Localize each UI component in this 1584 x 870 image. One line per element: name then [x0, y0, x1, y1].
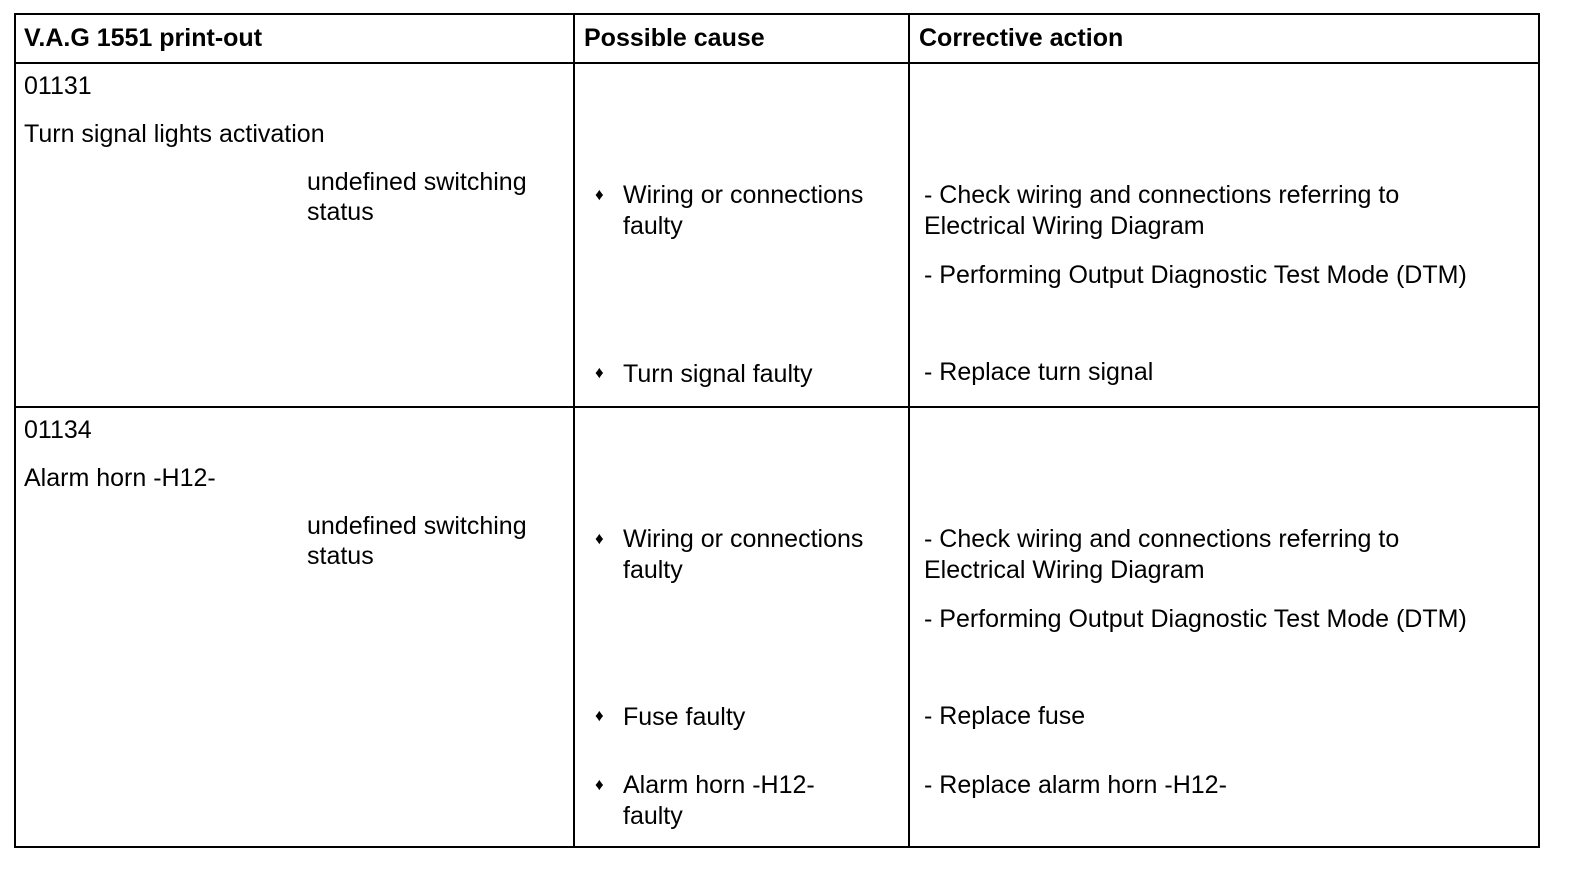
corrective-action: - Replace fuse: [924, 702, 1086, 730]
bullet-icon: ♦: [595, 775, 604, 794]
bullet-icon: ♦: [595, 529, 604, 548]
corrective-action: - Performing Output Diagnostic Test Mode (DTM): [924, 605, 1467, 633]
row-divider: [16, 406, 1538, 408]
header-printout: V.A.G 1551 print-out: [24, 24, 263, 52]
bullet-icon: ♦: [595, 363, 604, 382]
possible-cause: Wiring or connections faulty: [623, 525, 864, 584]
corrective-action: - Check wiring and connections referring to Electrical Wiring Diagram: [924, 181, 1400, 240]
possible-cause: Turn signal faulty: [623, 360, 813, 388]
corrective-action: - Performing Output Diagnostic Test Mode (DTM): [924, 261, 1467, 289]
corrective-action: - Replace alarm horn -H12-: [924, 771, 1227, 799]
fault-status: undefined switching status: [307, 512, 527, 570]
column-divider: [573, 15, 575, 846]
column-divider: [908, 15, 910, 846]
possible-cause: Fuse faulty: [623, 703, 746, 731]
header-corrective-action: Corrective action: [919, 24, 1124, 52]
fault-component: Alarm horn -H12-: [24, 464, 216, 492]
bullet-icon: ♦: [595, 185, 604, 204]
possible-cause: Alarm horn -H12- faulty: [623, 771, 815, 830]
fault-status: undefined switching status: [307, 168, 527, 226]
fault-code: 01134: [24, 416, 92, 444]
header-divider: [16, 62, 1538, 64]
possible-cause: Wiring or connections faulty: [623, 181, 864, 240]
fault-code: 01131: [24, 72, 92, 100]
bullet-icon: ♦: [595, 706, 604, 725]
corrective-action: - Replace turn signal: [924, 358, 1154, 386]
corrective-action: - Check wiring and connections referring to Electrical Wiring Diagram: [924, 525, 1400, 584]
header-possible-cause: Possible cause: [584, 24, 765, 52]
fault-component: Turn signal lights activation: [24, 120, 325, 148]
